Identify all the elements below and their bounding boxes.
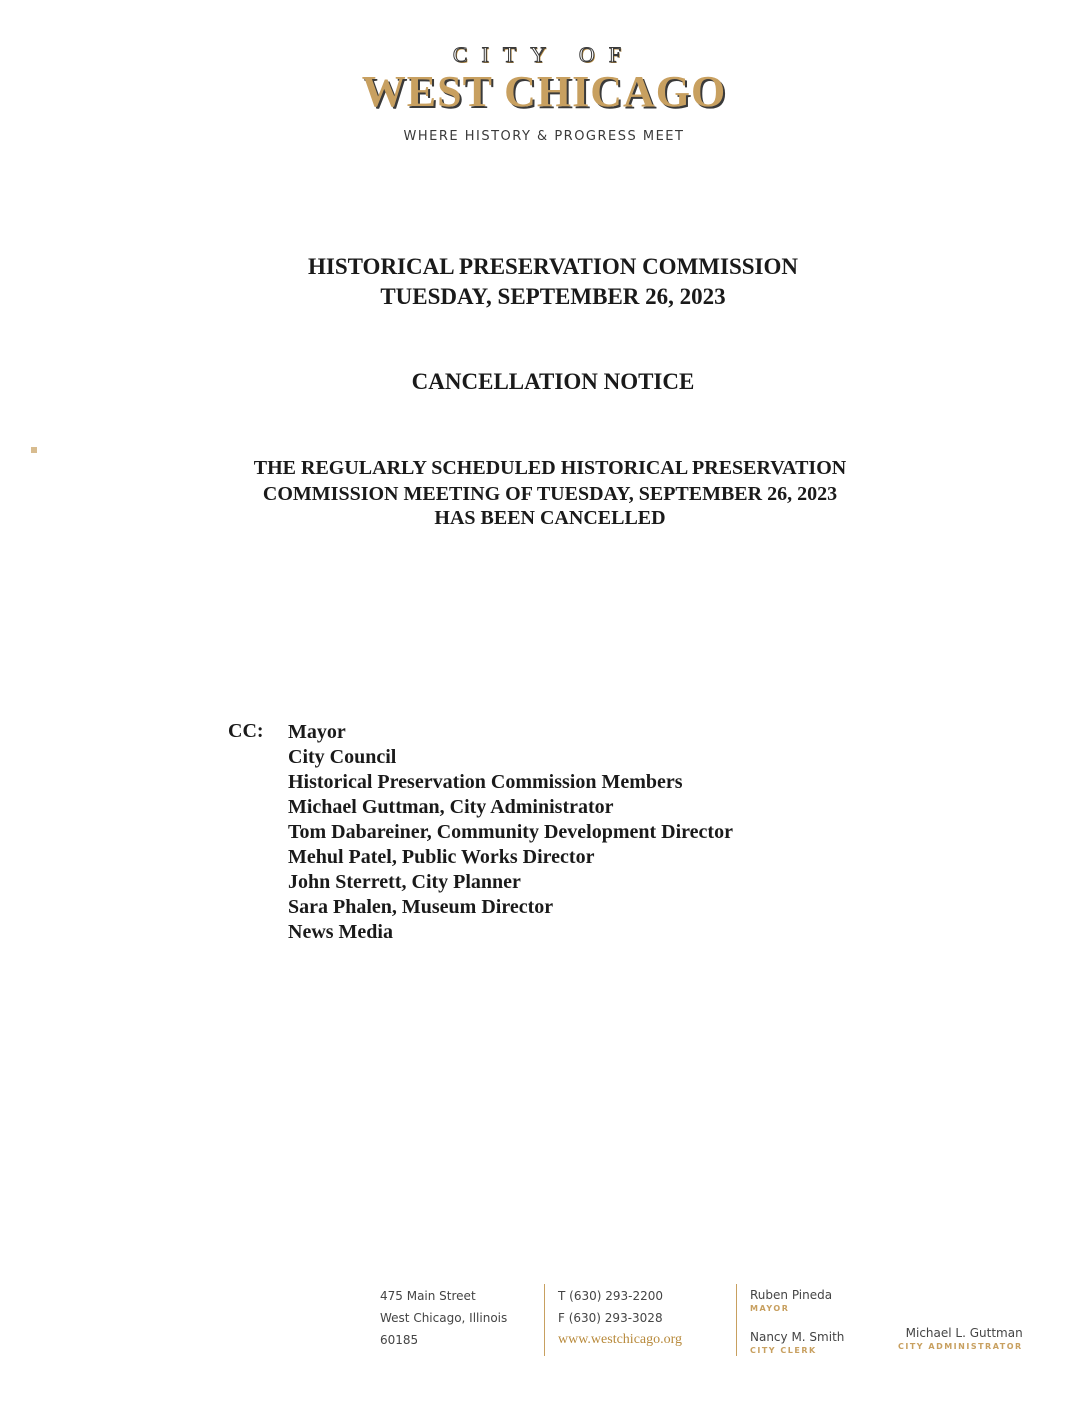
- commission-heading: HISTORICAL PRESERVATION COMMISSION: [308, 254, 798, 279]
- footer-divider: [544, 1284, 545, 1356]
- tagline: WHERE HISTORY & PROGRESS MEET: [403, 129, 685, 144]
- footer-divider: [736, 1284, 737, 1356]
- footer-officials: [750, 1286, 844, 1356]
- cc-recipient: Mehul Patel, Public Works Director: [288, 846, 595, 868]
- address-zip: 60185: [380, 1333, 419, 1347]
- footer-address: [380, 1285, 507, 1351]
- logo-city-of: CITY OF: [452, 42, 636, 67]
- footer-contact: [558, 1285, 682, 1351]
- fax-number: F (630) 293-3028: [558, 1311, 663, 1325]
- notice-body-line-1: THE REGULARLY SCHEDULED HISTORICAL PRESERVATION: [253, 457, 847, 479]
- address-street: 475 Main Street: [380, 1289, 476, 1303]
- cc-recipient: Sara Phalen, Museum Director: [288, 896, 554, 918]
- cc-recipient: John Sterrett, City Planner: [288, 871, 521, 893]
- website-link[interactable]: www.westchicago.org: [558, 1332, 683, 1347]
- clerk-title: CITY CLERK: [750, 1346, 817, 1355]
- footer-administrator: [898, 1324, 1023, 1352]
- admin-title: CITY ADMINISTRATOR: [898, 1342, 1023, 1351]
- cc-recipient: Mayor: [288, 721, 346, 743]
- cc-label: CC:: [228, 720, 264, 742]
- notice-body-line-3: HAS BEEN CANCELLED: [434, 507, 666, 529]
- margin-mark: [31, 447, 37, 453]
- cc-list: [288, 720, 733, 945]
- address-city: West Chicago, Illinois: [380, 1311, 508, 1325]
- mayor-title: MAYOR: [750, 1304, 790, 1313]
- cc-recipient: News Media: [288, 921, 393, 943]
- clerk-name: Nancy M. Smith: [750, 1330, 845, 1344]
- notice-body-line-2: COMMISSION MEETING OF TUESDAY, SEPTEMBER 26, 2023: [262, 483, 838, 505]
- mayor-name: Ruben Pineda: [750, 1288, 833, 1302]
- cc-recipient: City Council: [288, 746, 397, 768]
- meeting-date-heading: TUESDAY, SEPTEMBER 26, 2023: [380, 284, 726, 309]
- phone-number: T (630) 293-2200: [558, 1289, 663, 1303]
- admin-name: Michael L. Guttman: [905, 1326, 1023, 1340]
- cc-recipient: Michael Guttman, City Administrator: [288, 796, 614, 818]
- cc-recipient: Tom Dabareiner, Community Development Director: [288, 821, 733, 843]
- cc-recipient: Historical Preservation Commission Members: [288, 771, 683, 793]
- cancellation-title: CANCELLATION NOTICE: [411, 369, 695, 394]
- logo-west-chicago: WEST CHICAGO: [361, 67, 727, 116]
